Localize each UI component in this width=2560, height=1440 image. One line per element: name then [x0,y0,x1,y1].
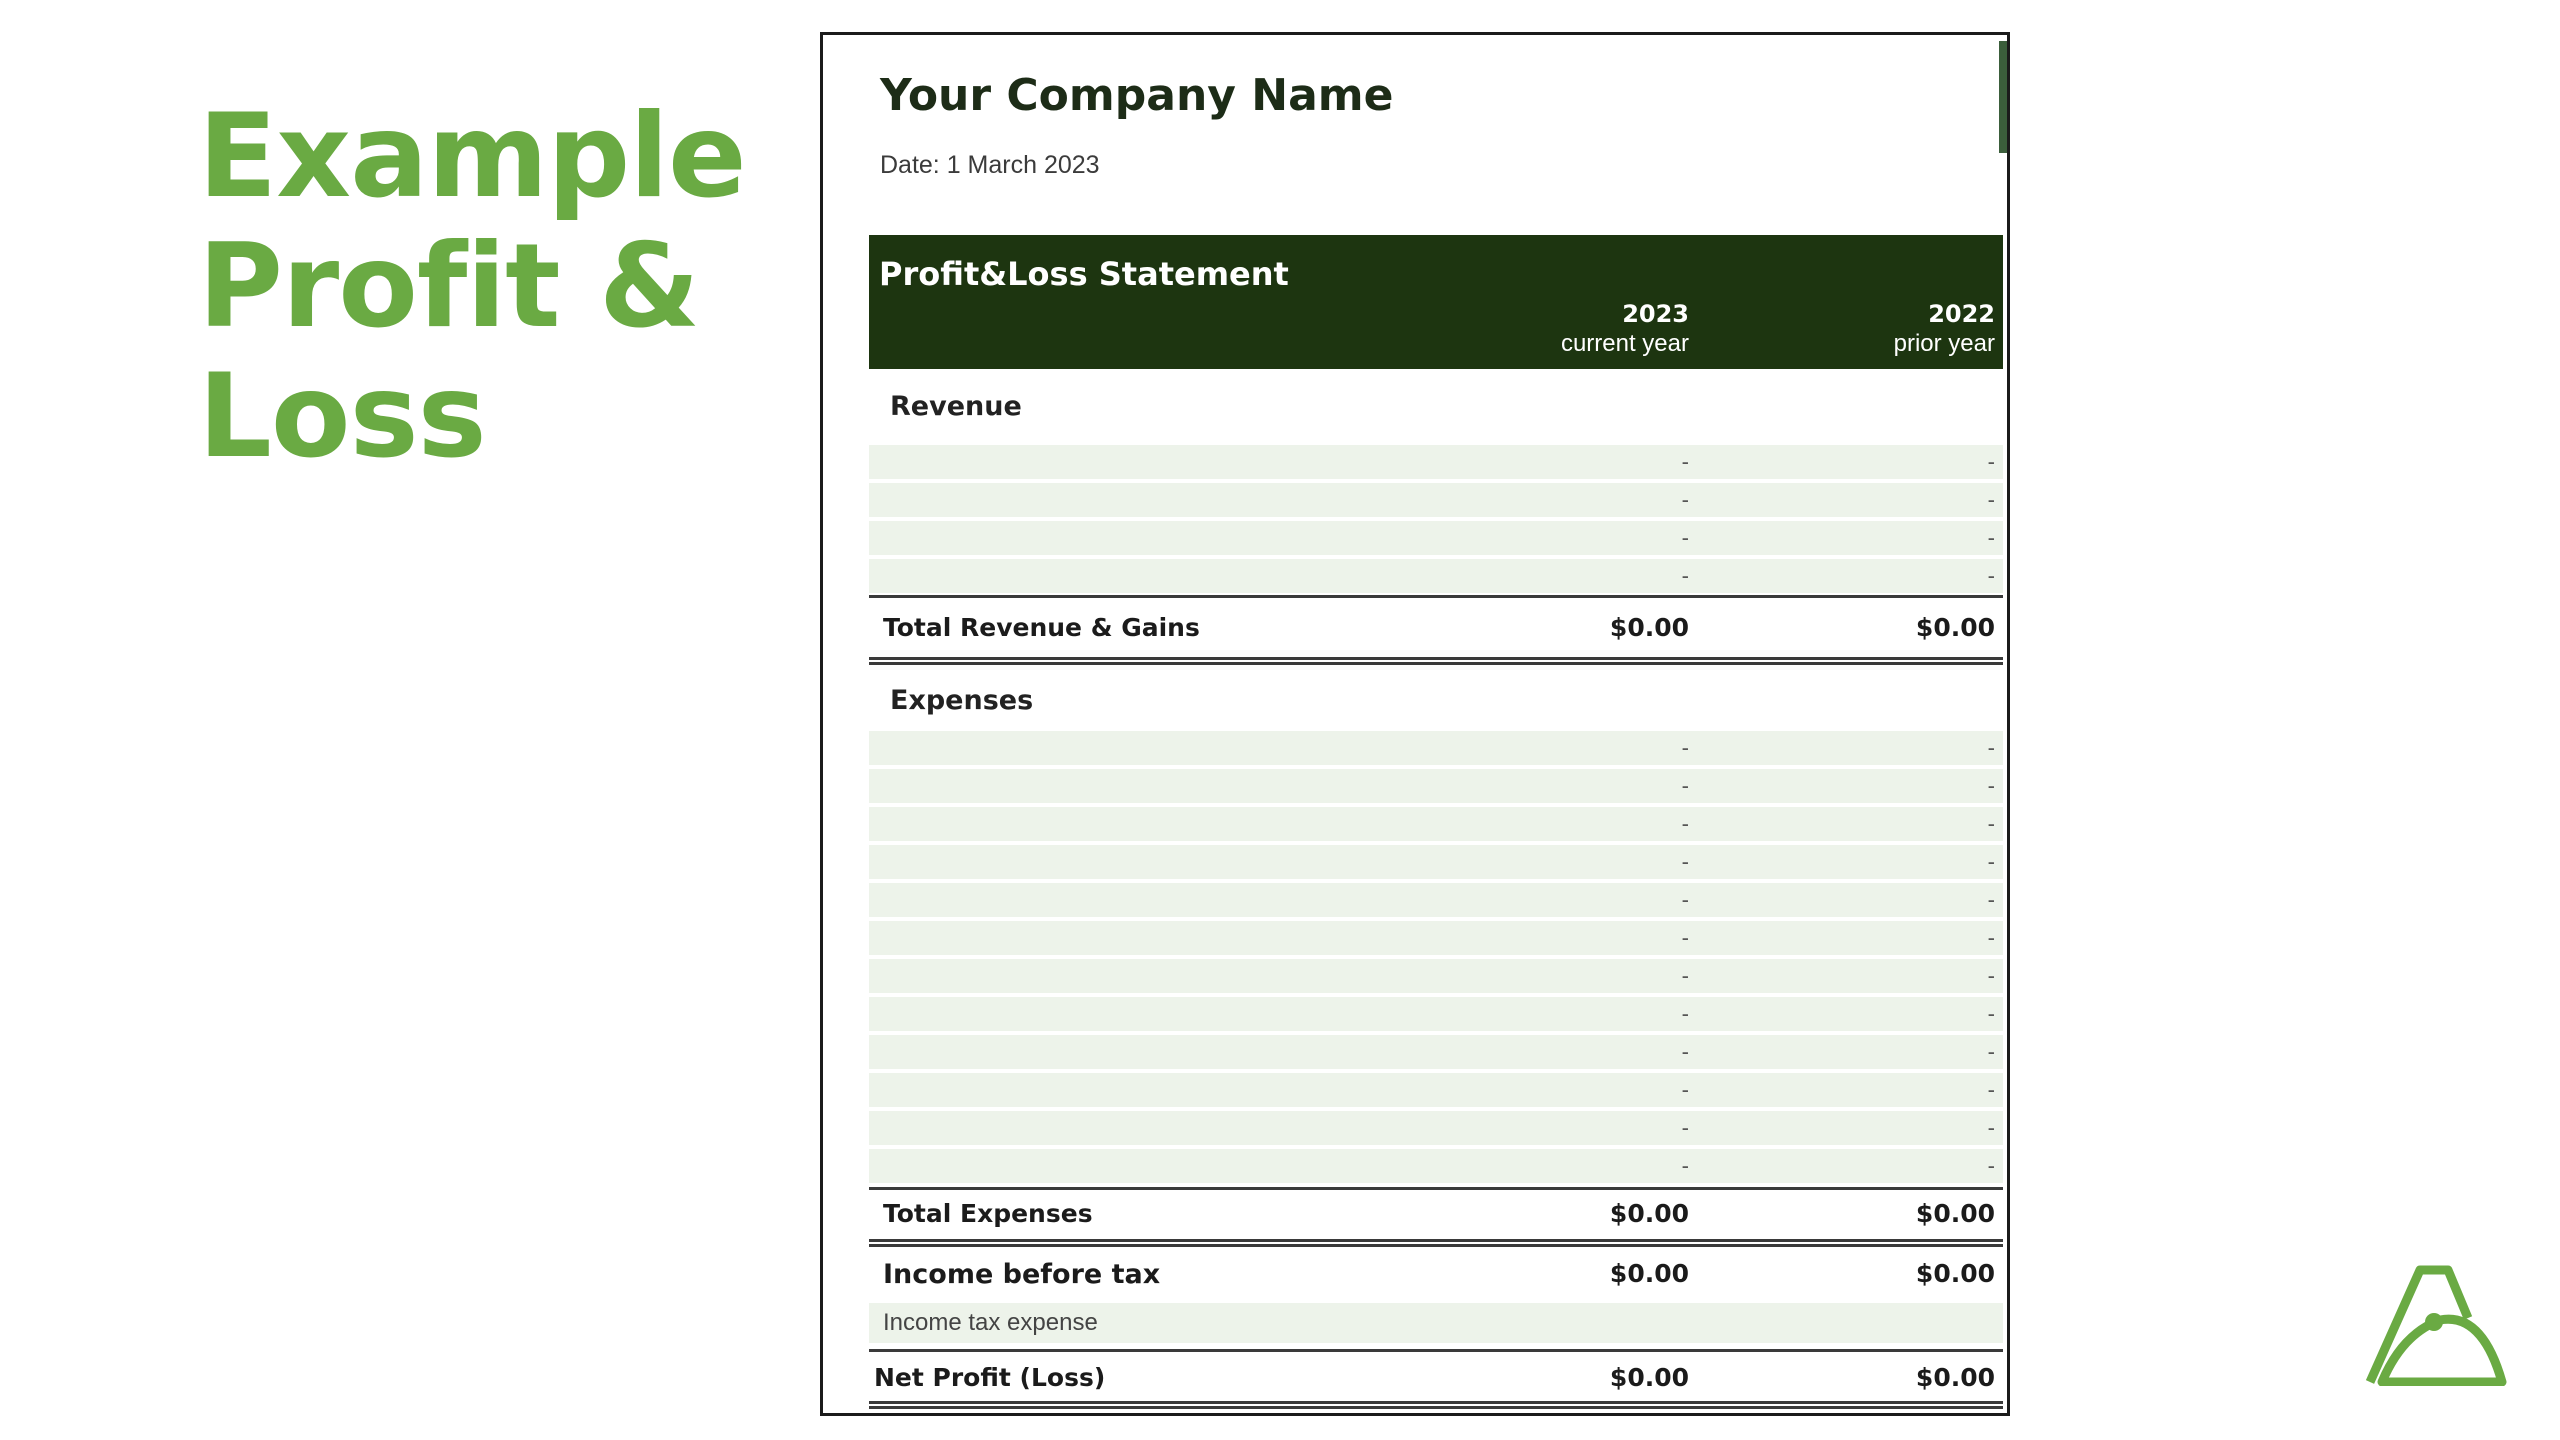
cell-prior: - [1987,1039,1995,1064]
cell-current: - [1681,1115,1689,1140]
revenue-section-label: Revenue [890,391,1022,422]
double-divider [869,1239,2003,1247]
cell-prior: - [1987,887,1995,912]
table-row[interactable] [869,997,2003,1035]
divider [869,1349,2003,1352]
cell-current: - [1681,925,1689,950]
table-row[interactable] [869,769,2003,807]
total-revenue-prior: $0.00 [1915,613,1995,642]
cell-prior: - [1987,487,1995,512]
total-expenses-label: Total Expenses [883,1199,1093,1228]
cell-prior: - [1987,963,1995,988]
table-row[interactable] [869,1111,2003,1149]
table-row[interactable] [869,845,2003,883]
net-profit-label: Net Profit (Loss) [874,1363,1106,1392]
cell-prior: - [1987,925,1995,950]
table-row[interactable] [869,1073,2003,1111]
column-year: 2023 [1622,300,1689,328]
cell-prior: - [1987,1115,1995,1140]
cell-current: - [1681,773,1689,798]
table-row[interactable] [869,807,2003,845]
slide-title-line-1: Example [198,89,746,224]
cell-current: - [1681,487,1689,512]
cell-prior: - [1987,449,1995,474]
cell-prior: - [1987,773,1995,798]
cell-prior: - [1987,849,1995,874]
revenue-rows [869,445,2003,597]
income-before-tax-label: Income before tax [883,1259,1161,1290]
income-before-tax-row [869,1251,2003,1297]
income-before-tax-current: $0.00 [1609,1259,1689,1288]
statement-header [869,235,2003,369]
cell-prior: - [1987,563,1995,588]
expenses-section-label: Expenses [890,685,1034,716]
cell-prior: - [1987,1153,1995,1178]
total-revenue-row [869,605,2003,651]
table-row[interactable] [869,883,2003,921]
double-divider [869,657,2003,665]
cell-current: - [1681,1153,1689,1178]
cell-current: - [1681,449,1689,474]
slide-title [198,89,758,484]
table-row[interactable] [869,521,2003,559]
net-profit-prior: $0.00 [1915,1363,1995,1392]
slide-title-line-2: Profit & [198,219,700,354]
cell-current: - [1681,563,1689,588]
slide-title-line-3: Loss [198,349,486,484]
table-row[interactable] [869,483,2003,521]
cell-prior: - [1987,525,1995,550]
statement-date: Date: 1 March 2023 [880,151,1100,179]
table-row[interactable] [869,1035,2003,1073]
total-revenue-label: Total Revenue & Gains [883,613,1200,642]
table-row[interactable] [869,445,2003,483]
divider [869,1187,2003,1190]
cell-prior: - [1987,811,1995,836]
cell-prior: - [1987,1001,1995,1026]
column-subtitle: current year [1560,330,1689,357]
total-expenses-current: $0.00 [1609,1199,1689,1228]
column-subtitle: prior year [1893,330,1995,357]
income-before-tax-prior: $0.00 [1915,1259,1995,1288]
cell-current: - [1681,525,1689,550]
table-row[interactable] [869,921,2003,959]
table-row[interactable] [869,959,2003,997]
cell-prior: - [1987,1077,1995,1102]
total-expenses-row [869,1191,2003,1237]
cell-current: - [1681,735,1689,760]
table-row[interactable] [869,559,2003,597]
column-header-current [1561,299,1689,359]
net-profit-current: $0.00 [1609,1363,1689,1392]
income-tax-row[interactable] [869,1303,2003,1343]
cell-current: - [1681,1077,1689,1102]
expense-rows [869,731,2003,1187]
cell-current: - [1681,887,1689,912]
total-expenses-prior: $0.00 [1915,1199,1995,1228]
column-header-prior [1894,299,1995,359]
company-name: Your Company Name [880,70,1394,121]
cell-current: - [1681,963,1689,988]
pl-statement-document [820,32,2010,1416]
double-divider [869,1401,2003,1409]
net-profit-row [869,1355,2003,1401]
cell-prior: - [1987,735,1995,760]
column-year: 2022 [1928,300,1995,328]
sheet-edge-marker [1999,41,2007,153]
table-row[interactable] [869,1149,2003,1187]
cell-current: - [1681,811,1689,836]
table-row[interactable] [869,731,2003,769]
divider [869,595,2003,598]
cell-current: - [1681,849,1689,874]
cell-current: - [1681,1001,1689,1026]
total-revenue-current: $0.00 [1609,613,1689,642]
cell-current: - [1681,1039,1689,1064]
income-tax-label: Income tax expense [883,1309,1098,1336]
statement-title: Profit&Loss Statement [879,255,1289,293]
brand-a-logo-icon [2362,1256,2512,1386]
